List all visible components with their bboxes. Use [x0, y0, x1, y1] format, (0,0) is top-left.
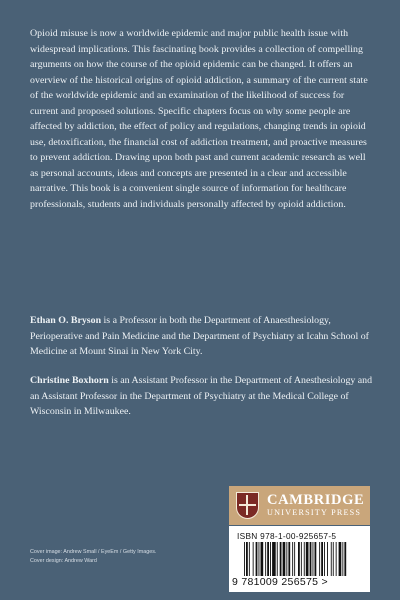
barcode-panel	[229, 526, 370, 592]
publisher-name-line1: CAMBRIDGE	[267, 492, 365, 508]
publisher-name	[267, 493, 364, 518]
book-description: Opioid misuse is now a worldwide epidemic and major public health issue with widespread implications. This fascinating book provides a collection of compelling arguments on how the course of the opioid epidemic can be changed. It offers an overview of the historical origins of opioid addiction, a summary of the current state of the worldwide epidemic and an examination of the likelihood of success for current and proposed solutions. Specific chapters focus on why some people are affected by addiction, the effect of policy and regulations, changing trends in opioid use, detoxification, the financial cost of addiction treatment, and proactive measures to prevent addiction. Drawing upon both past and current academic research as well as personal accounts, ideas and concepts are presented in a clear and accessible narrative. This book is a convenient single source of information for healthcare professionals, students and individuals personally affected by opioid addiction.	[30, 28, 368, 211]
isbn-label: ISBN 978-1-00-925657-5	[237, 531, 337, 541]
author-name: Ethan O. Bryson	[30, 315, 102, 326]
author-bio-boxhorn	[30, 373, 375, 420]
cambridge-shield-icon	[236, 492, 259, 519]
cover-design-credit: Cover design: Andrew Ward	[30, 558, 97, 564]
publisher-logo	[229, 486, 370, 525]
author-name: Christine Boxhorn	[30, 375, 109, 386]
author-bio-text: is an Assistant Professor in the Department of Anesthesiology and an Assistant Professor in the Department of Psychiatry at the Medical College of Wisconsin in Milwaukee.	[30, 375, 373, 418]
cover-credits	[30, 548, 156, 566]
barcode-icon	[244, 542, 362, 576]
author-bio-text: is a Professor in both the Department of Anaesthesiology, Perioperative and Pain Medicine and the Department of Psychiatry at Icahn School of Medicine at Mount Sinai in New York City.	[30, 315, 369, 358]
publisher-name-line2: UNIVERSITY PRESS	[267, 508, 362, 517]
barcode-digits: 9 781009 256575 >	[232, 576, 328, 588]
author-bio-bryson	[30, 313, 375, 360]
cover-image-credit: Cover image: Andrew Small / EyeEm / Getty Images.	[30, 549, 157, 555]
